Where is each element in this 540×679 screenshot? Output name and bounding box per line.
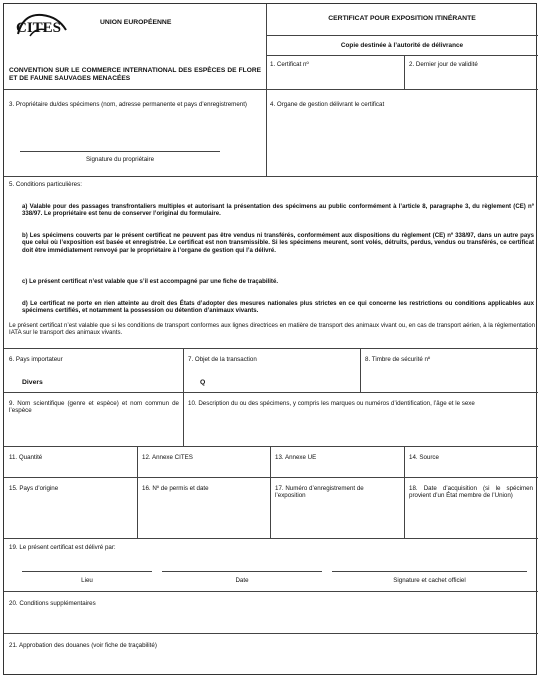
transport-conditions: Le présent certificat n’est valable que si les conditions de transport conformes aux lignes directrices en matière de transport des animaux vivant ou, en cas de transport aérien, à la réglementation IATA sur le transport des animaux vivants.: [9, 322, 535, 337]
box-5-label: 5. Conditions particulières:: [9, 181, 82, 188]
box-14-label: 14. Source: [409, 454, 439, 461]
convention-title: CONVENTION SUR LE COMMERCE INTERNATIONAL DES ESPÈCES DE FLORE ET DE FAUNE SAUVAGES MENACÉES: [9, 67, 261, 82]
certificate-number-field[interactable]: [267, 70, 403, 88]
validity-date-field[interactable]: [405, 70, 537, 88]
condition-a: a) Valable pour des passages transfrontaliers multiples et autorisant la présentation des spécimens au public conformément à l’article 8, paragraphe 3, du règlement (CE) nº 338/97. Le propriétaire est tenu de conserver l’original du formulaire.: [22, 203, 534, 218]
official-signature-label: Signature et cachet officiel: [393, 577, 466, 584]
box-3-label: 3. Propriétaire du/des spécimens (nom, adresse permanente et pays d’enregistrement): [9, 101, 247, 108]
box-2-label: 2. Dernier jour de validité: [409, 61, 478, 68]
box-1-label: 1. Certificat nº: [270, 61, 309, 68]
box-4-label: 4. Organe de gestion délivrant le certificat: [270, 101, 385, 108]
place-label: Lieu: [81, 577, 93, 584]
cites-logo: [12, 10, 72, 40]
box-19-label: 19. Le présent certificat est délivré par:: [9, 544, 116, 551]
transaction-purpose-value[interactable]: Q: [200, 379, 206, 386]
specimen-description-field[interactable]: [184, 416, 537, 445]
box-11-label: 11. Quantité: [9, 454, 43, 461]
box-6-label: 6. Pays importateur: [9, 356, 63, 363]
cites-logo-graphic: [12, 10, 72, 40]
condition-c: c) Le présent certificat n’est valable que s’il est accompagné par une fiche de traçabilité.: [22, 278, 279, 285]
importing-country-value[interactable]: Divers: [22, 379, 43, 386]
box-13-label: 13. Annexe UE: [275, 454, 317, 461]
date-label: Date: [235, 577, 249, 584]
box-10-label: 10. Description du ou des spécimens, y compris les marques ou numéros d’identification, l’âge et le sexe: [188, 400, 475, 407]
box-8-label: 8. Timbre de sécurité nº: [365, 356, 431, 363]
condition-d: d) Le certificat ne porte en rien atteinte au droit des États d’adopter des mesures nationales plus strictes en ce qui concerne les restrictions ou conditions applicables aux spécimens certifiés, et notamment la possession ou détention d’animaux vivants.: [22, 300, 534, 315]
union-europeenne-label: UNION EUROPÉENNE: [100, 19, 172, 26]
box-21-label: 21. Approbation des douanes (voir fiche de traçabilité): [9, 642, 157, 649]
additional-conditions-field[interactable]: [5, 610, 537, 632]
owner-signature-label: Signature du propriétaire: [85, 156, 155, 163]
certificate-title: CERTIFICAT POUR EXPOSITION ITINÉRANTE: [328, 15, 476, 22]
box-12-label: 12. Annexe CITES: [142, 454, 193, 461]
box-9-label: 9. Nom scientifique (genre et espèce) et nom commun de l’espèce: [9, 400, 179, 415]
box-7-label: 7. Objet de la transaction: [188, 356, 257, 363]
logo-text: CITES: [16, 20, 62, 36]
management-authority-field[interactable]: [267, 112, 537, 174]
scientific-name-field[interactable]: [5, 416, 182, 445]
box-20-label: 20. Conditions supplémentaires: [9, 600, 96, 607]
copy-title: Copie destinée à l’autorité de délivrance: [340, 42, 464, 49]
customs-approval-field[interactable]: [5, 652, 537, 674]
owner-field[interactable]: [5, 119, 265, 149]
box-17-label: 17. Numéro d’enregistrement de l’exposition: [275, 485, 364, 500]
security-stamp-field[interactable]: [361, 366, 537, 391]
box-18-label: 18. Date d’acquisition (si le spécimen provient d’un État membre de l’Union): [409, 485, 533, 500]
cites-certificate-form: [3, 3, 537, 675]
condition-b: b) Les spécimens couverts par le présent certificat ne peuvent pas être vendus ni transférés, conformément aux dispositions du règlement (CE) nº 338/97, dans un autre pays que celui où l’exposition est basée et enregistrée. Le certificat est non transmissible. Si les spécimens meurent, sont volés, détruits, perdus, vendus ou transférés, ce certificat doit être immédiatement renvoyé par le propriétaire à l’organe de gestion qui l’a délivré.: [22, 232, 534, 254]
box-16-label: 16. Nº de permis et date: [142, 485, 209, 492]
box-15-label: 15. Pays d’origine: [9, 485, 59, 492]
